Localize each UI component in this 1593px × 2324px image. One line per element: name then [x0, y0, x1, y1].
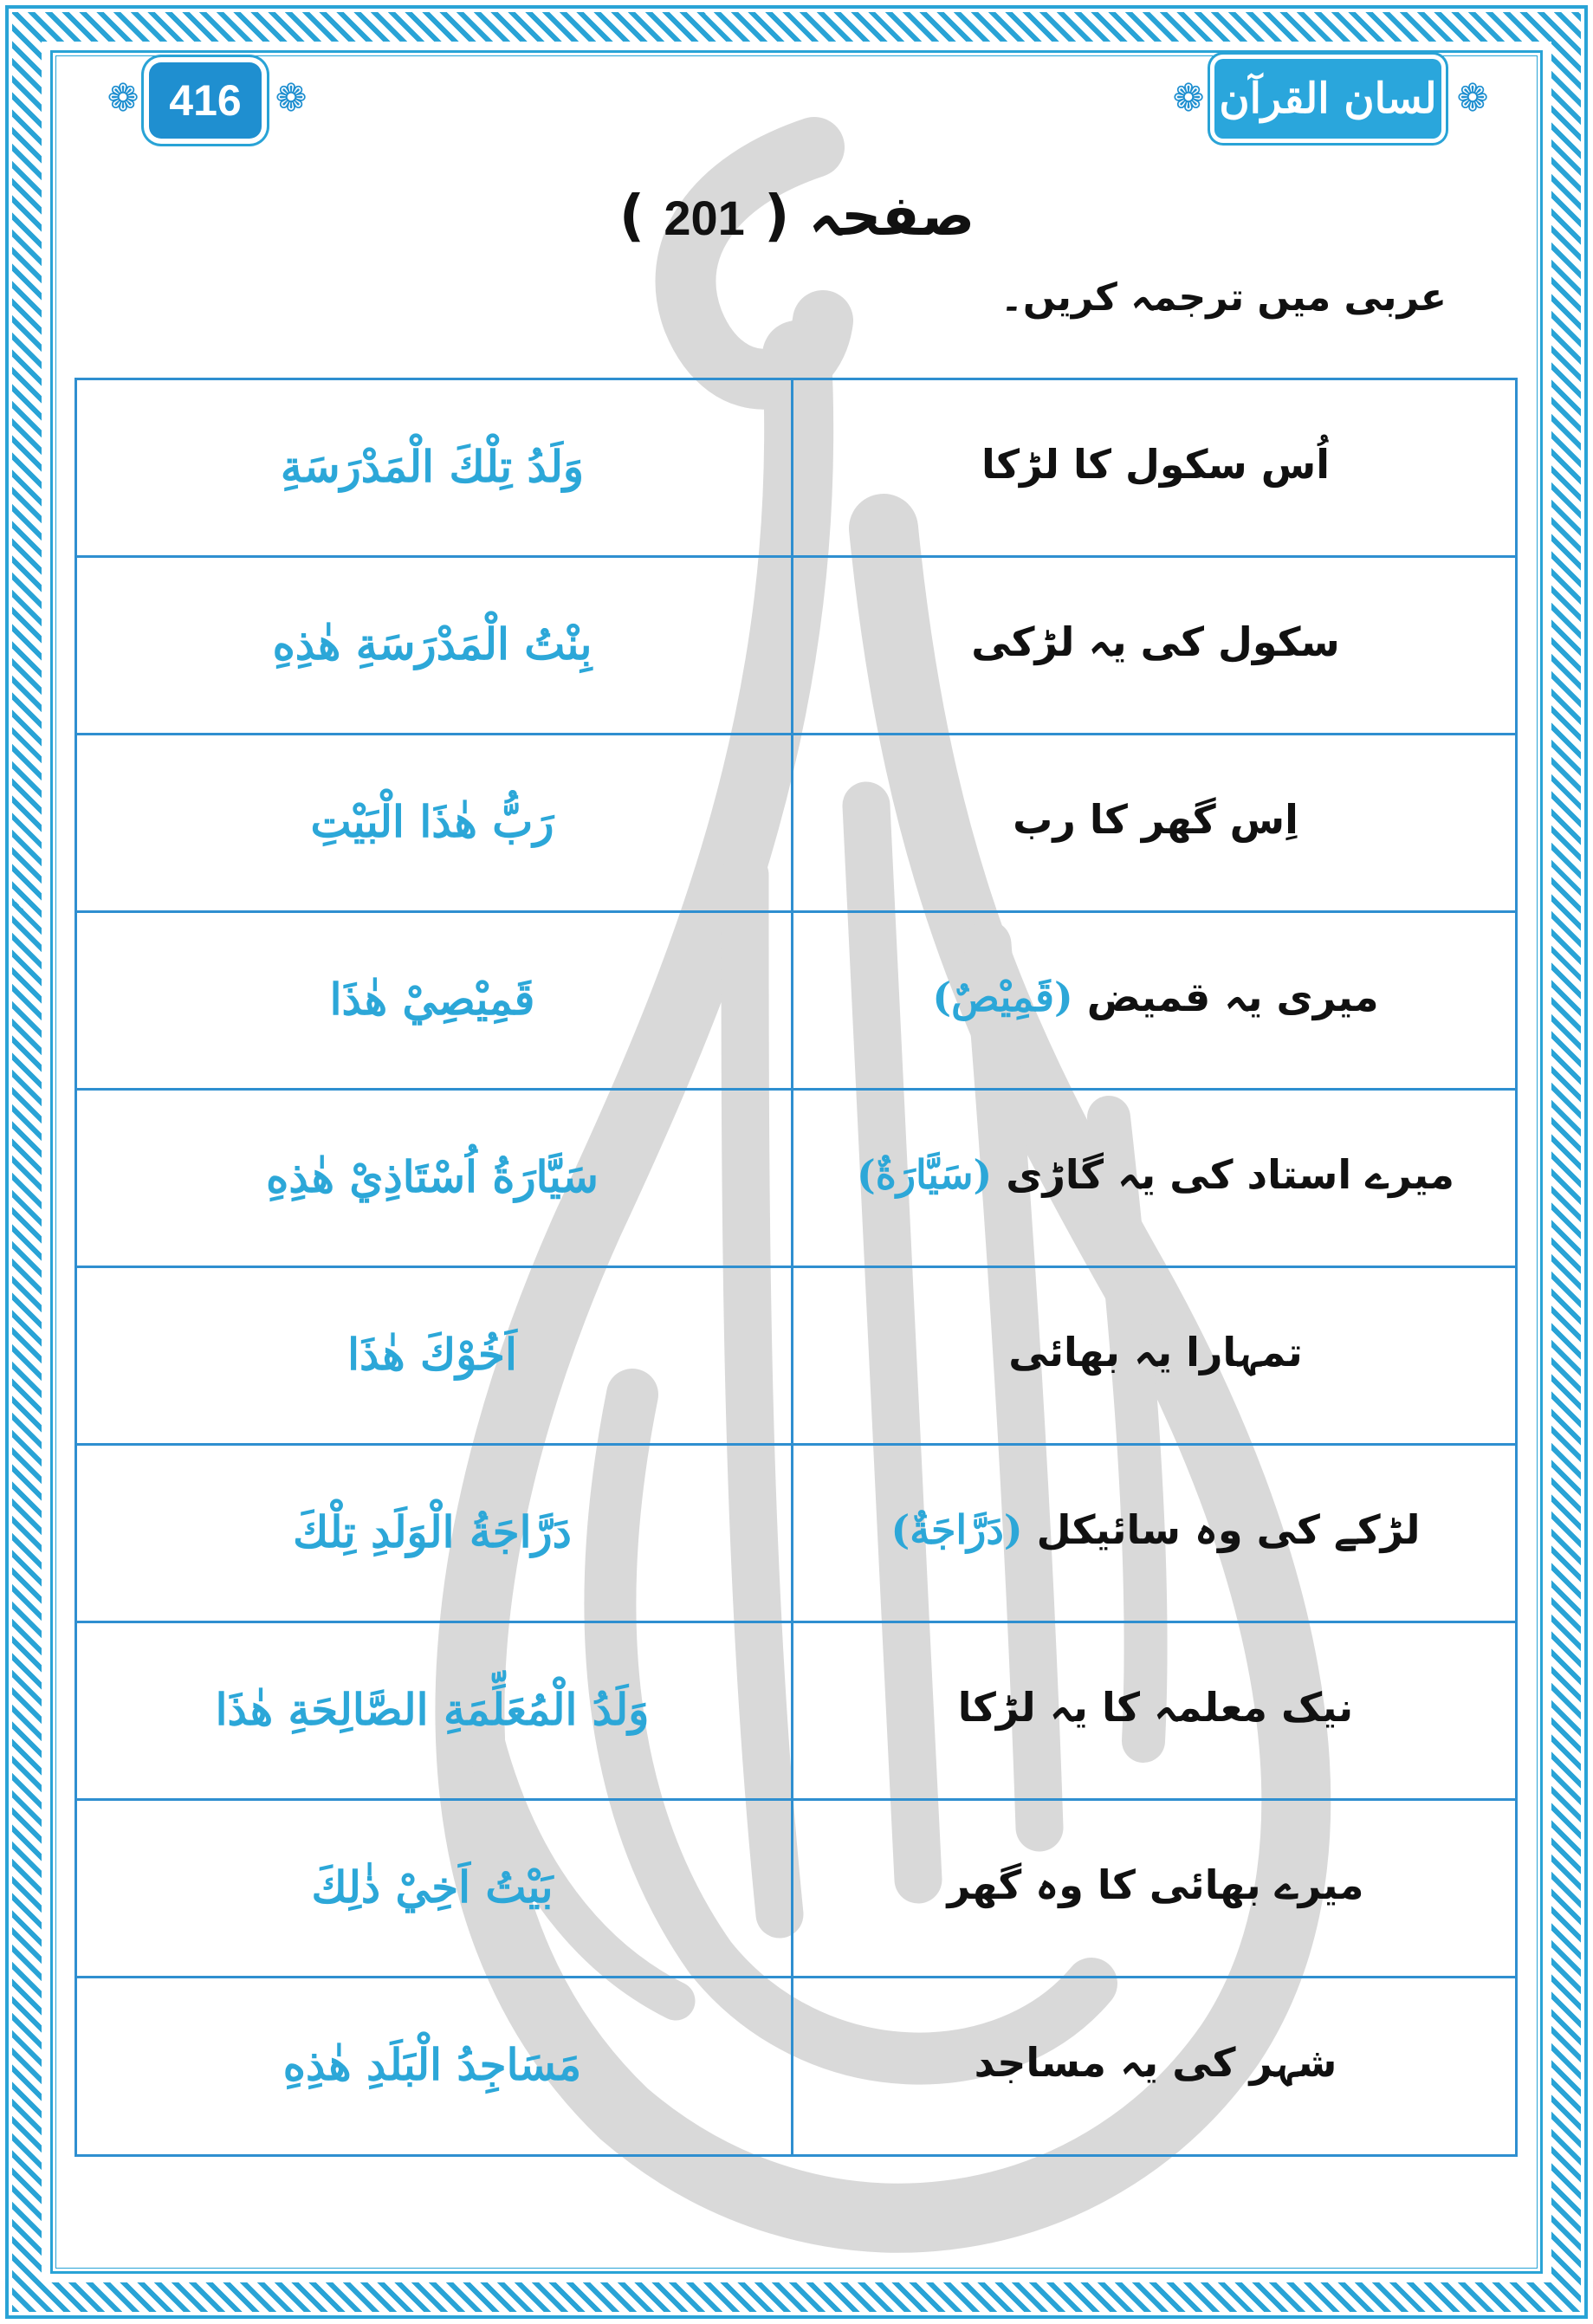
table-row — [77, 1091, 1515, 1268]
urdu-hint: (سَيَّارَةٌ) — [856, 1151, 993, 1198]
arabic-cell: سَيَّارَةُ اُسْتَاذِيْ هٰذِهِ — [266, 1151, 599, 1202]
table-row — [77, 1446, 1515, 1623]
urdu-text: اُس سکول کا لڑکا — [981, 441, 1330, 488]
arabic-cell: بَيْتُ اَخِيْ ذٰلِكَ — [311, 1861, 554, 1913]
urdu-cell — [796, 1151, 1515, 1238]
urdu-cell — [796, 796, 1515, 883]
table-row — [77, 913, 1515, 1091]
table-row — [77, 1623, 1515, 1801]
urdu-cell — [796, 618, 1515, 705]
table-row — [77, 1801, 1515, 1978]
arabic-cell: بِنْتُ الْمَدْرَسَةِ هٰذِهِ — [272, 618, 593, 670]
page-title — [520, 184, 1074, 279]
ornament-icon: ❁ — [275, 76, 308, 120]
ornament-icon: ❁ — [1172, 76, 1205, 120]
arabic-cell: وَلَدُ الْمُعَلِّمَةِ الصَّالِحَةِ هٰذَا — [215, 1684, 650, 1735]
arabic-cell: دَرَّاجَةُ الْوَلَدِ تِلْكَ — [293, 1506, 572, 1557]
urdu-text: اِس گھر کا رب — [1013, 796, 1298, 843]
table-row — [77, 558, 1515, 735]
urdu-text: میرے بھائی کا وہ گھر — [947, 1861, 1364, 1908]
urdu-text: شہر کی یہ مساجد — [974, 2039, 1337, 2086]
urdu-text: نیک معلمہ کا یہ لڑکا — [957, 1684, 1354, 1731]
arabic-cell: رَبُّ هٰذَا الْبَيْتِ — [310, 796, 554, 847]
arabic-cell: قَمِيْصِيْ هٰذَا — [329, 974, 535, 1025]
page-number-badge: 416 — [149, 62, 262, 139]
table-row — [77, 380, 1515, 558]
translation-table — [74, 378, 1518, 2157]
ornament-icon: ❁ — [107, 76, 139, 120]
urdu-cell — [796, 1506, 1515, 1593]
title-close-paren: ) — [618, 184, 645, 249]
title-open-paren: ( — [764, 184, 790, 249]
urdu-cell — [796, 2039, 1515, 2126]
urdu-hint: (دَرَّاجَةٌ) — [890, 1506, 1023, 1553]
urdu-cell — [796, 974, 1515, 1060]
title-word: صفحہ — [808, 184, 975, 249]
arabic-cell: اَخُوْكَ هٰذَا — [347, 1329, 517, 1380]
table-row — [77, 735, 1515, 913]
urdu-text: سکول کی یہ لڑکی — [971, 618, 1340, 665]
table-row — [77, 1978, 1515, 2154]
brand-badge: لسان القرآن — [1214, 59, 1441, 139]
urdu-text: میرے استاد کی یہ گاڑی — [1006, 1151, 1455, 1198]
urdu-hint: (قَمِيْصٌ) — [932, 974, 1073, 1020]
arabic-cell: وَلَدُ تِلْكَ الْمَدْرَسَةِ — [280, 441, 585, 492]
urdu-cell — [796, 441, 1515, 528]
title-number: 201 — [664, 191, 745, 245]
urdu-text: تمہارا یہ بھائی — [1008, 1329, 1303, 1376]
urdu-cell — [796, 1861, 1515, 1948]
instruction-text: عربی میں ترجمہ کریں۔ — [1000, 275, 1447, 320]
ornament-icon: ❁ — [1456, 76, 1489, 120]
urdu-cell — [796, 1329, 1515, 1415]
arabic-cell: مَسَاجِدُ الْبَلَدِ هٰذِهِ — [282, 2039, 582, 2090]
urdu-cell — [796, 1684, 1515, 1771]
urdu-text: میری یہ قمیض — [1086, 974, 1379, 1020]
table-row — [77, 1268, 1515, 1446]
urdu-text: لڑکے کی وہ سائیکل — [1036, 1506, 1421, 1553]
